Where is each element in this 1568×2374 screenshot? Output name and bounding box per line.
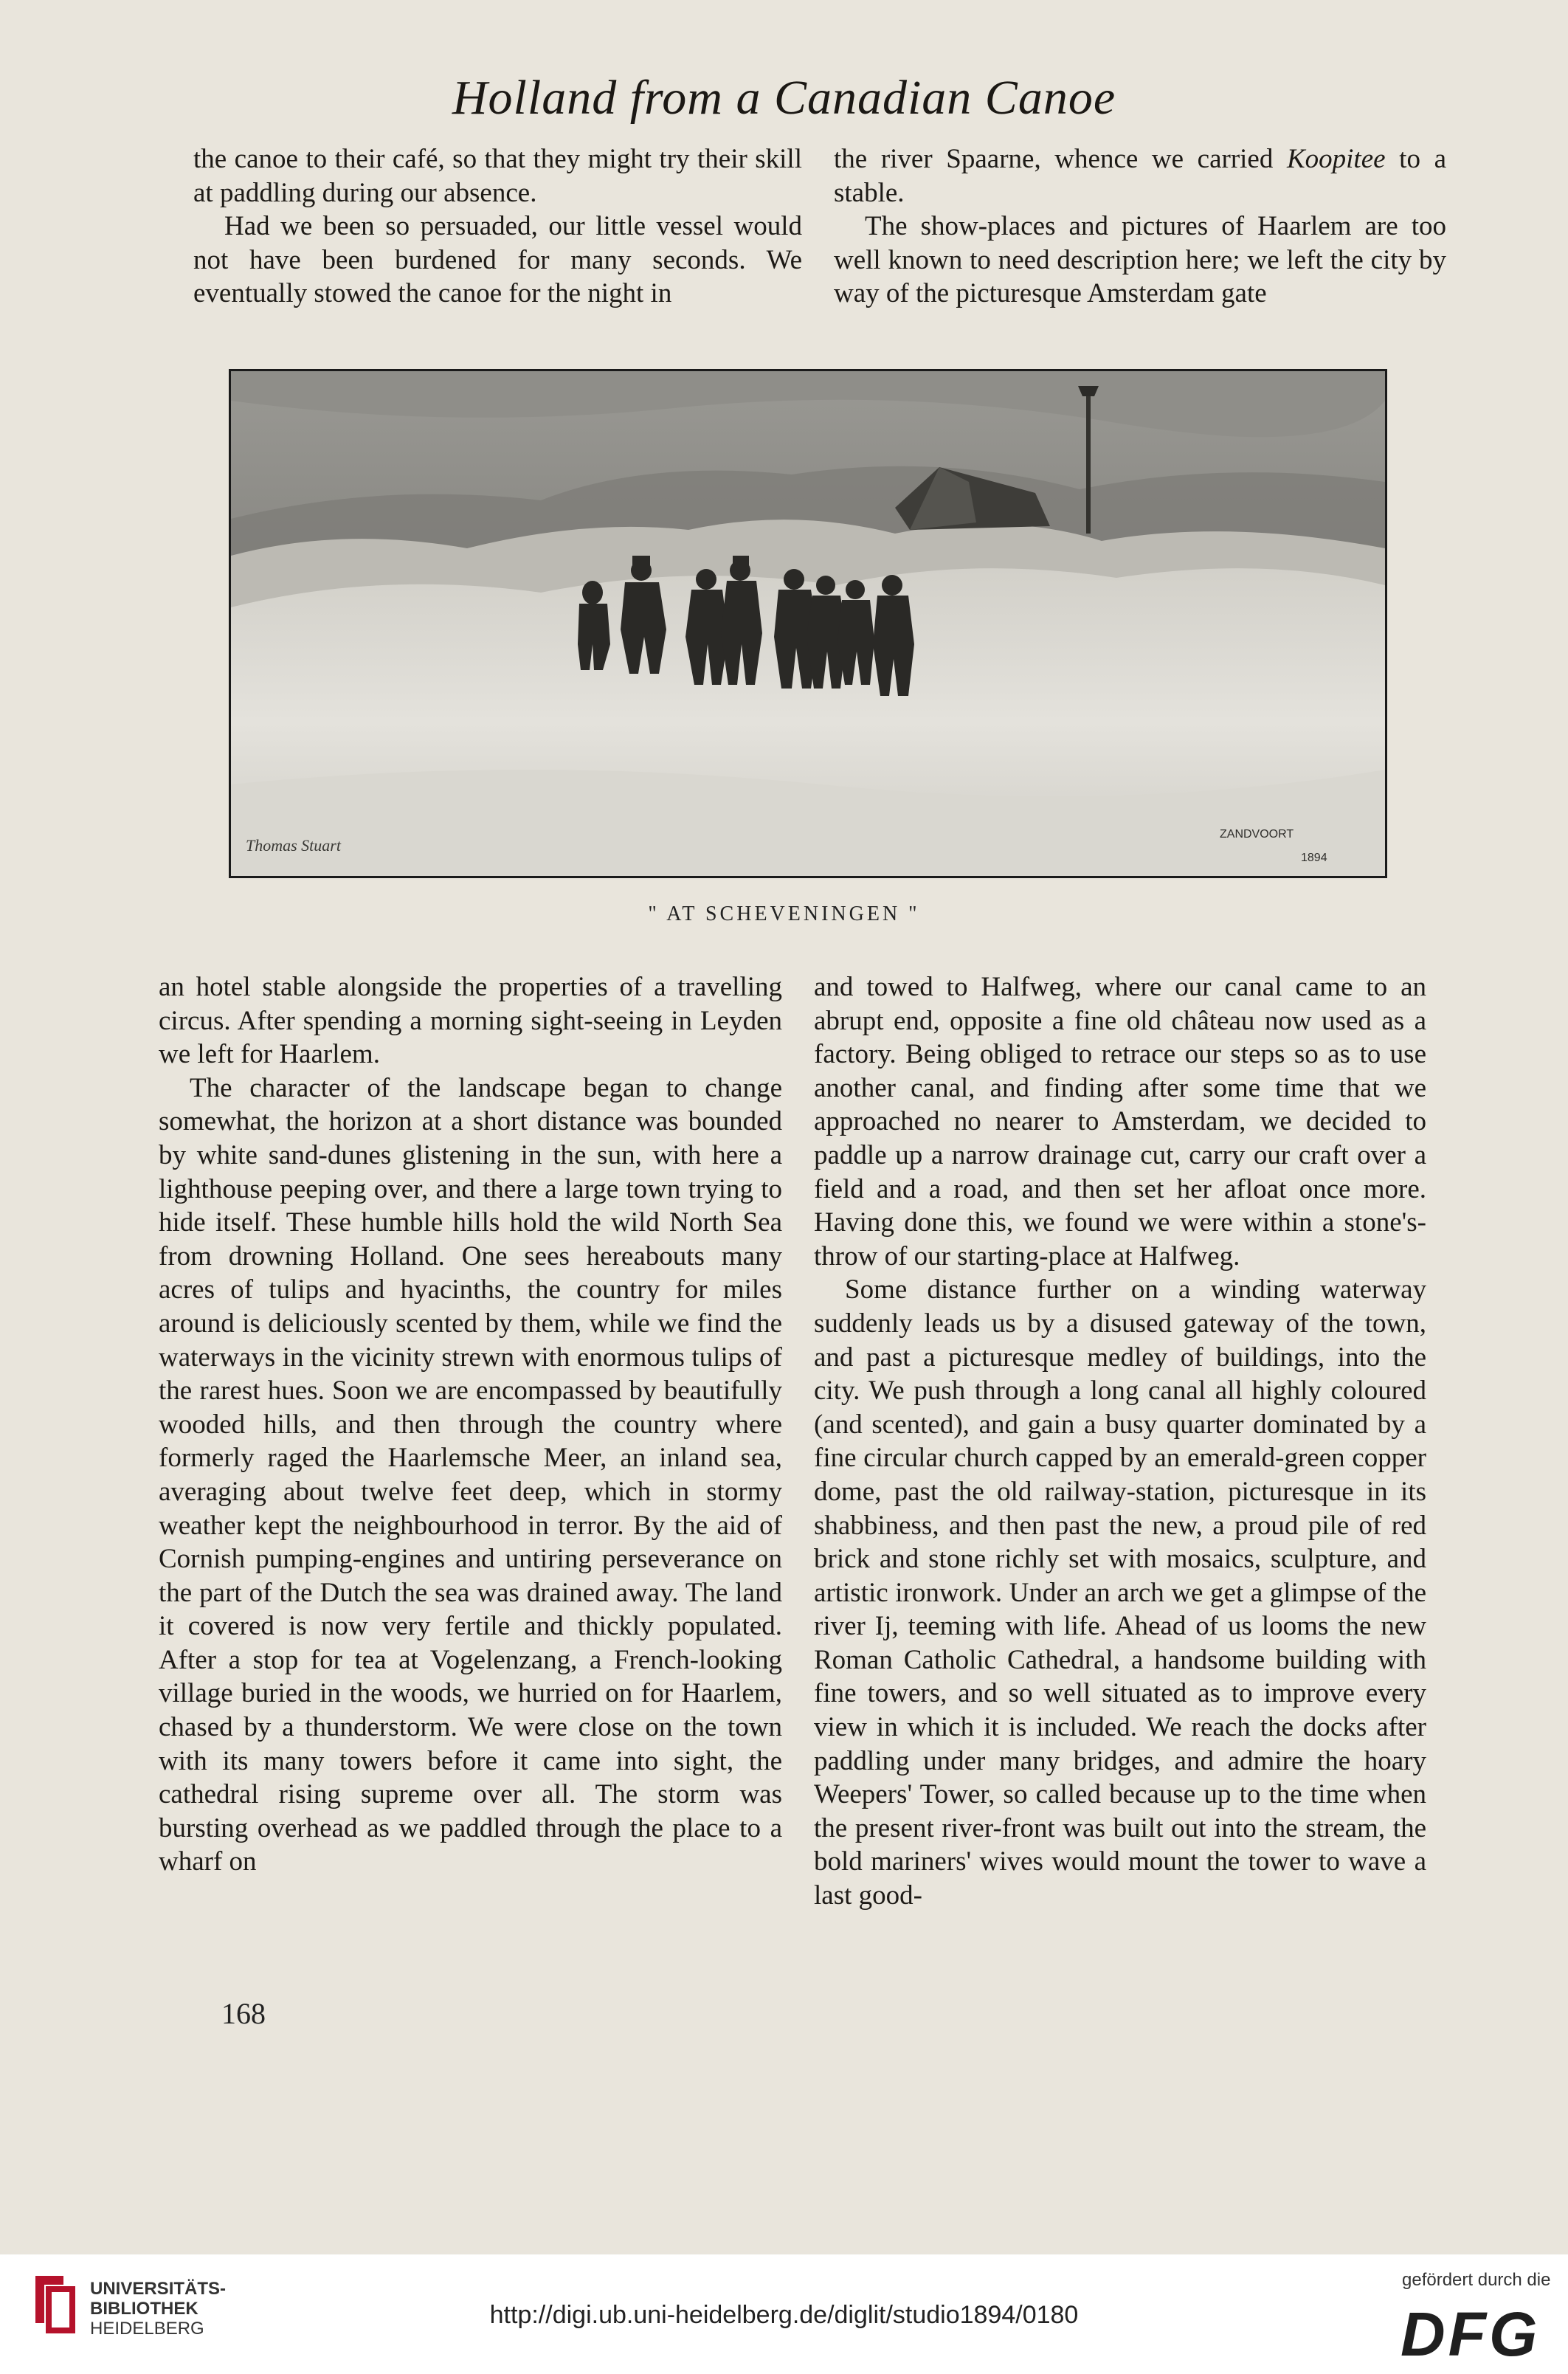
funded-by-label: gefördert durch die xyxy=(1402,2270,1551,2290)
year-mark: 1894 xyxy=(1301,852,1327,864)
paragraph: an hotel stable alongside the properties of a travelling circus. After spending a morning sight-seeing in Leyden we left for Haarlem. xyxy=(159,972,782,1070)
illustration-scheveningen xyxy=(229,369,1387,878)
column-top-right xyxy=(834,142,1446,311)
place-mark: ZANDVOORT xyxy=(1220,828,1294,841)
column-bottom-right xyxy=(814,970,1426,1913)
column-bottom-left xyxy=(159,970,782,1879)
paragraph: and towed to Halfweg, where our canal came to an abrupt end, opposite a fine old château now used as a factory. Being obliged to retrace our steps so as to use another canal, and finding after some time that we approached no nearer to Amsterdam, we decided to paddle up a narrow drainage cut, carry our craft over a field and a road, and then set her afloat once more. Having done this, we found we were within a stone's-throw of our starting-place at Halfweg. xyxy=(814,972,1426,1271)
artist-signature: Thomas Stuart xyxy=(246,836,341,855)
column-top-left xyxy=(193,142,802,311)
figure-caption: " AT SCHEVENINGEN " xyxy=(648,903,920,925)
dfg-logo: DFG xyxy=(1401,2299,1541,2369)
paragraph xyxy=(834,142,1446,210)
canoe-name: Koopitee xyxy=(1286,144,1386,174)
paragraph: Had we been so persuaded, our little vessel would not have been burdened for many seconds. We eventually stowed the canoe for the night in xyxy=(193,211,802,309)
paragraph: Some distance further on a winding waterway suddenly leads us by a disused gateway of the town, and past a picturesque medley of buildings, into the city. We push through a long canal all highly coloured (and scented), and gain a busy quarter dominated by a fine circular church capped by an emerald-green copper dome, past the old railway-station, picturesque in its shabbiness, and then past the new, a proud pile of red brick and stone richly set with mosaics, sculpture, and artistic ironwork. Under an arch we get a glimpse of the river Ij, teeming with life. Ahead of us looms the new Roman Catholic Cathedral, a handsome building with fine towers, and so well situated as to improve every view in which it is included. We reach the docks after paddling under many bridges, and admire the hoary Weepers' Tower, so called because up to the time when the present river-front was built out into the stream, the bold mariners' wives would mount the tower to wave a last good- xyxy=(814,1274,1426,1911)
page-number: 168 xyxy=(221,1997,266,2030)
text-run: the river Spaarne, whence we carried xyxy=(834,144,1287,174)
paragraph: the canoe to their café, so that they might try their skill at paddling during our absence. xyxy=(193,144,802,208)
paragraph: The character of the landscape began to change somewhat, the horizon at a short distance was bounded by white sand-dunes glistening in the sun, with here a lighthouse peeping over, and there a large town trying to hide itself. These humble hills hold the wild North Sea from drowning Holland. One sees hereabouts many acres of tulips and hyacinths, the country for miles around is deliciously scented by them, while we find the waterways in the vicinity strewn with enormous tulips of the rarest hues. Soon we are encompassed by beautifully wooded hills, and then through the country where formerly raged the Haarlemsche Meer, an inland sea, averaging about twelve feet deep, which in stormy weather kept the neighbourhood in terror. By the aid of Cornish pumping-engines and untiring perseverance on the part of the Dutch the sea was drained away. The land it covered is now very fertile and thickly populated. After a stop for tea at Vogelenzang, a French-looking village buried in the woods, we hurried on for Haarlem, chased by a thunderstorm. We were close on the town with its many towers before it came into sight, the cathedral rising supreme over all. The storm was bursting overhead as we paddled through the place to a wharf on xyxy=(159,1072,782,1877)
permalink-url[interactable]: http://digi.ub.uni-heidelberg.de/diglit/studio1894/0180 xyxy=(489,2301,1079,2329)
library-line-2: BIBLIOTHEK xyxy=(90,2299,198,2319)
library-line-3: HEIDELBERG xyxy=(90,2319,204,2339)
text-run: to a stable. xyxy=(834,144,1446,208)
running-header: Holland from a Canadian Canoe xyxy=(452,71,1116,125)
illustration-drawing xyxy=(231,371,1385,876)
library-line-1: UNIVERSITÄTS- xyxy=(90,2279,227,2299)
paragraph: The show-places and pictures of Haarlem are too well known to need description here; we left the city by way of the picturesque Amsterdam gate xyxy=(834,211,1446,309)
